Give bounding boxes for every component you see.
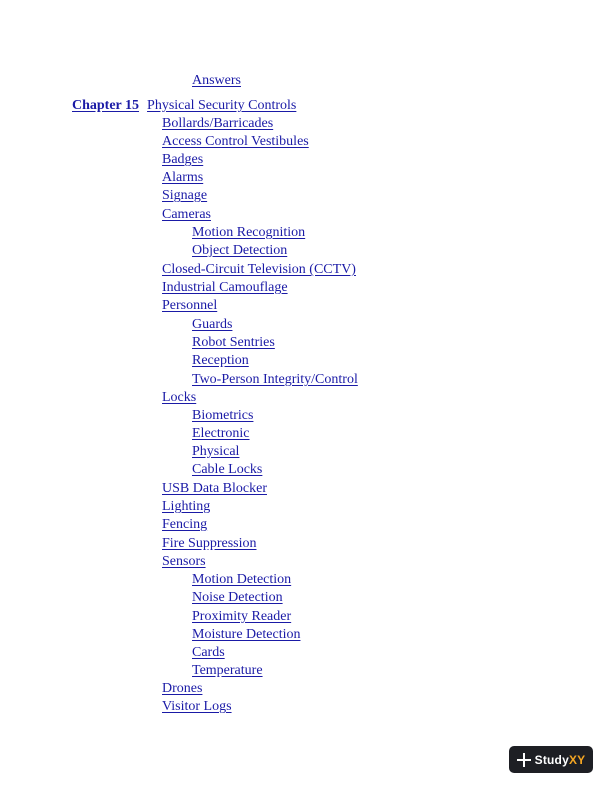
toc-link-cctv[interactable]: Closed-Circuit Television (CCTV) xyxy=(162,262,356,277)
toc-link-cameras[interactable]: Cameras xyxy=(162,207,211,222)
chapter-number-link[interactable]: Chapter 15 xyxy=(72,98,140,113)
toc-link-cards[interactable]: Cards xyxy=(192,645,225,660)
toc-link-fire-suppression[interactable]: Fire Suppression xyxy=(162,536,257,551)
toc-link-reception[interactable]: Reception xyxy=(192,353,249,368)
studyxy-badge[interactable] xyxy=(509,746,593,773)
toc-link-robot-sentries[interactable]: Robot Sentries xyxy=(192,335,275,350)
toc-link-moisture-detection[interactable]: Moisture Detection xyxy=(192,627,301,642)
toc-link-answers[interactable]: Answers xyxy=(192,73,241,88)
toc-link-guards[interactable]: Guards xyxy=(192,317,233,332)
toc-link-two-person[interactable]: Two-Person Integrity/Control xyxy=(192,372,358,387)
toc-link-motion-recognition[interactable]: Motion Recognition xyxy=(192,225,306,240)
toc-link-locks[interactable]: Locks xyxy=(162,390,197,405)
toc-link-camouflage[interactable]: Industrial Camouflage xyxy=(162,280,288,295)
chapter-title-link[interactable]: Physical Security Controls xyxy=(147,98,297,113)
toc-link-temperature[interactable]: Temperature xyxy=(192,663,263,678)
toc-link-cable-locks[interactable]: Cable Locks xyxy=(192,462,263,477)
toc-link-lighting[interactable]: Lighting xyxy=(162,499,211,514)
chapter-heading xyxy=(72,97,296,115)
toc-link-vestibules[interactable]: Access Control Vestibules xyxy=(162,134,309,149)
toc-link-sensors[interactable]: Sensors xyxy=(162,554,206,569)
toc-link-object-detection[interactable]: Object Detection xyxy=(192,243,288,258)
studyxy-logo-text: StudyXY xyxy=(534,752,586,767)
toc-link-motion-detection[interactable]: Motion Detection xyxy=(192,572,292,587)
toc-link-badges[interactable]: Badges xyxy=(162,152,204,167)
toc-link-biometrics[interactable]: Biometrics xyxy=(192,408,254,423)
toc-link-signage[interactable]: Signage xyxy=(162,188,208,203)
toc-link-electronic[interactable]: Electronic xyxy=(192,426,250,441)
toc-link-proximity-reader[interactable]: Proximity Reader xyxy=(192,609,292,624)
toc-link-physical[interactable]: Physical xyxy=(192,444,240,459)
toc-link-drones[interactable]: Drones xyxy=(162,681,203,696)
toc-link-visitor-logs[interactable]: Visitor Logs xyxy=(162,699,232,714)
toc-link-usb-blocker[interactable]: USB Data Blocker xyxy=(162,481,267,496)
plus-icon xyxy=(517,753,531,767)
toc-link-noise-detection[interactable]: Noise Detection xyxy=(192,590,283,605)
toc-link-bollards[interactable]: Bollards/Barricades xyxy=(162,116,274,131)
toc-link-alarms[interactable]: Alarms xyxy=(162,170,204,185)
toc-link-personnel[interactable]: Personnel xyxy=(162,298,218,313)
toc-link-fencing[interactable]: Fencing xyxy=(162,517,208,532)
